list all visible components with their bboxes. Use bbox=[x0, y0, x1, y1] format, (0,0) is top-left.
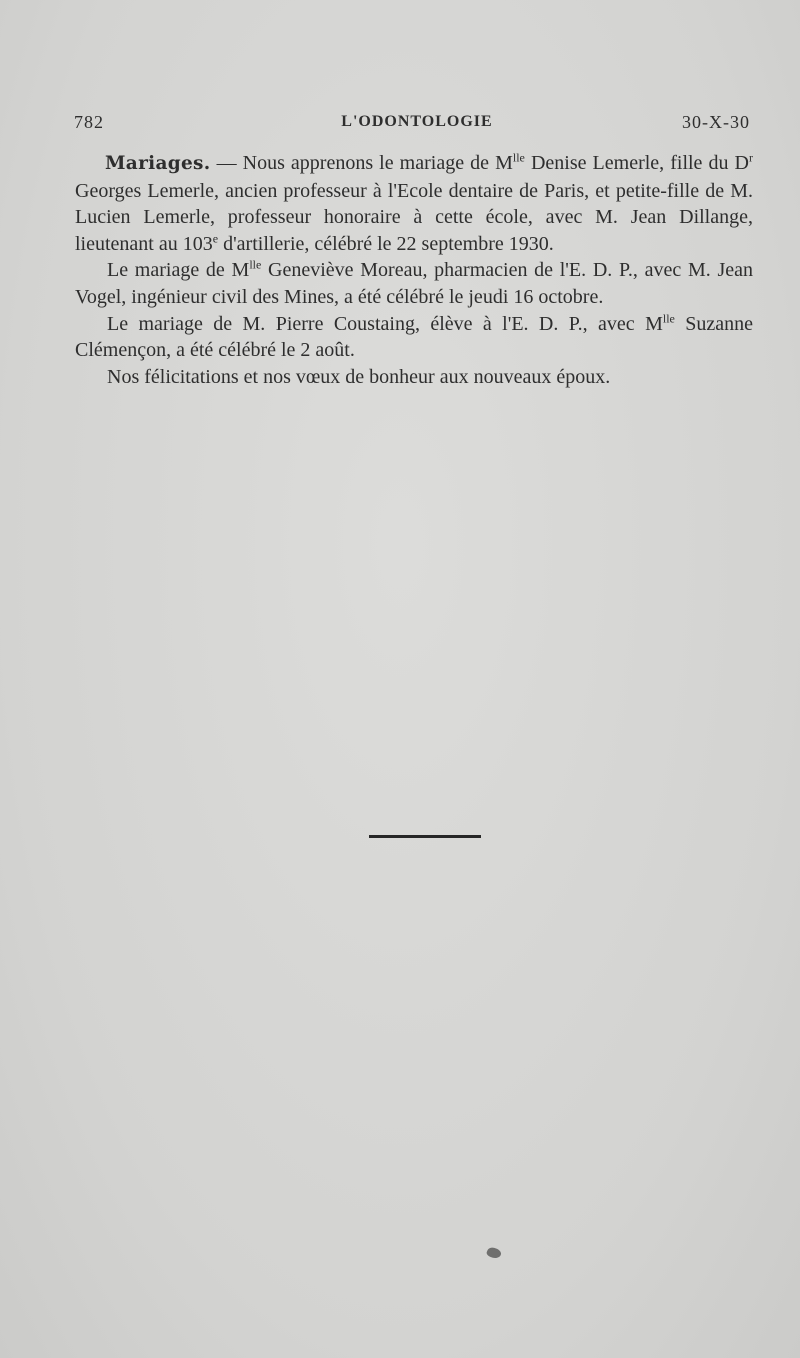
paragraph-text: Denise Lemerle, fille du D bbox=[524, 152, 750, 174]
issue-date: 30-X-30 bbox=[682, 112, 750, 132]
superscript: lle bbox=[512, 150, 525, 165]
paragraph-text: — Nous apprenons le mariage de M bbox=[210, 152, 513, 174]
paragraph-text: d'artillerie, célébré le 22 septembre 1930. bbox=[218, 232, 554, 255]
section-heading: Mariages. bbox=[105, 153, 211, 174]
paragraph-text: Geneviève Moreau, pharmacien de l'E. D. P., avec M. Jean Vogel, ingénieur civil des Mines, a été célébré le jeudi 16 octobre. bbox=[75, 259, 753, 308]
paragraph-text: Suzanne Clémençon, a été célébré le 2 août. bbox=[75, 312, 753, 362]
paragraph-text: Le mariage de M. Pierre Coustaing, élève à l'E. D. P., avec M bbox=[107, 312, 663, 335]
ink-speck bbox=[486, 1246, 503, 1261]
end-rule bbox=[369, 835, 481, 838]
paragraph-text: Le mariage de M bbox=[107, 259, 250, 282]
superscript: lle bbox=[249, 257, 262, 272]
running-header bbox=[74, 112, 750, 142]
paragraph-announcement-2 bbox=[75, 257, 753, 310]
paragraph-text: Georges Lemerle, ancien professeur à l'Ecole dentaire de Paris, et petite-fille de M. Lucien Lemerle, professeur honoraire à cette école, avec M. Jean Dillange, lieutenant au 103 bbox=[75, 179, 753, 255]
paragraph-announcement-3 bbox=[75, 311, 753, 364]
superscript: e bbox=[212, 231, 219, 246]
running-title: L'ODONTOLOGIE bbox=[341, 113, 493, 130]
superscript: r bbox=[749, 150, 754, 165]
article-body bbox=[75, 150, 753, 390]
page-number: 782 bbox=[74, 112, 104, 132]
paragraph-announcement-1 bbox=[75, 150, 753, 257]
paragraph-congratulations: Nos félicitations et nos vœux de bonheur aux nouveaux époux. bbox=[107, 365, 611, 388]
superscript: lle bbox=[662, 310, 675, 325]
